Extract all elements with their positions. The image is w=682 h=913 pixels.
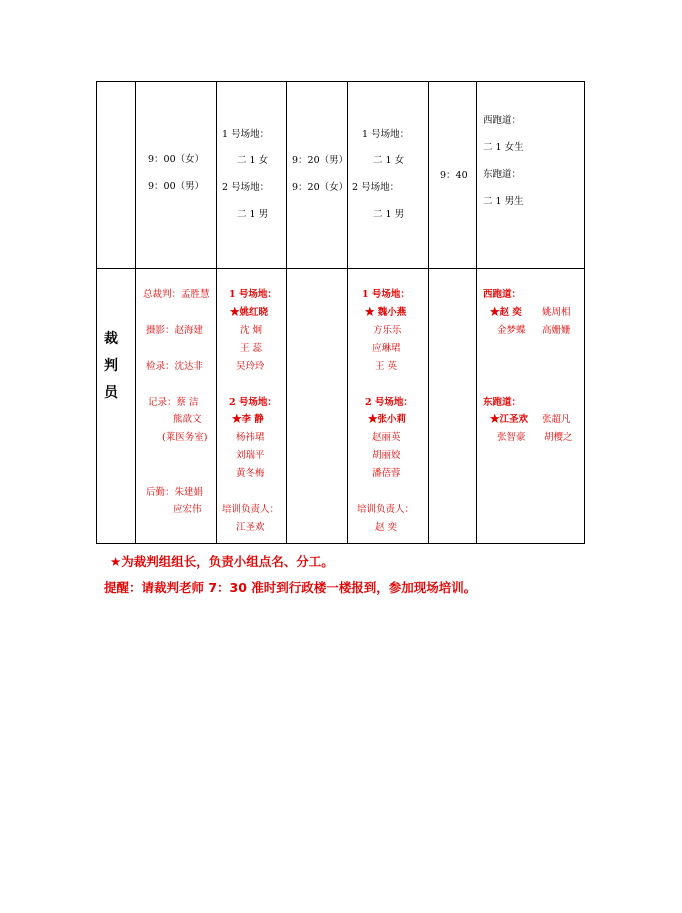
referee-name: 应琳珺: [372, 343, 401, 354]
staff-entry: 熊歆文: [173, 414, 202, 425]
trainer-label: 培训负责人：: [357, 504, 415, 515]
time-cell: 9：20（女）: [292, 182, 349, 193]
referee-name: 黄冬梅: [236, 468, 265, 479]
referee-name: 沈 炯: [240, 325, 263, 336]
row-header-char: 裁: [104, 331, 118, 347]
field-label: 2 号场地：: [229, 397, 277, 408]
staff-entry: 记录：蔡 洁: [148, 397, 199, 408]
event-cell: 二 1 女生: [483, 142, 524, 153]
event-cell: 二 1 男生: [483, 196, 524, 207]
trainer-label: 培训负责人：: [222, 504, 280, 515]
trainer-name: 江圣欢: [236, 522, 265, 533]
track-label: 东跑道：: [483, 169, 522, 180]
leader-note: ★为裁判组组长，负责小组点名、分工。: [110, 554, 334, 569]
group-leader: ★张小莉: [368, 414, 407, 425]
col-divider: [96, 81, 97, 544]
event-cell: 二 1 女: [237, 155, 269, 166]
col-divider: [135, 81, 136, 544]
staff-entry: 应宏伟: [173, 504, 202, 515]
staff-entry: 总裁判：孟胜慧: [143, 289, 210, 300]
table-border-top: [96, 81, 585, 82]
field-label: 2 号场地：: [352, 182, 400, 193]
table-border-bottom: [96, 543, 585, 544]
referee-name: 王 英: [375, 361, 398, 372]
referee-name: 吴玲玲: [236, 361, 265, 372]
event-cell: 二 1 男: [373, 209, 405, 220]
referee-name: 王 蕊: [240, 343, 263, 354]
referee-name: 金梦蝶: [497, 325, 526, 336]
table-border-right: [584, 81, 585, 544]
referee-name: 杨祎珺: [236, 432, 265, 443]
trainer-name: 赵 奕: [375, 522, 398, 533]
time-cell: 9：00（男）: [148, 181, 205, 192]
referee-name: 赵丽英: [372, 432, 401, 443]
col-divider: [216, 81, 217, 544]
col-divider: [428, 81, 429, 544]
reminder-note: 提醒：请裁判老师 7：30 准时到行政楼一楼报到，参加现场培训。: [104, 580, 477, 595]
group-leader: ★赵 奕: [490, 307, 522, 318]
time-cell: 9：20（男）: [292, 155, 349, 166]
track-label: 西跑道：: [483, 289, 522, 300]
group-leader: ★ 魏小燕: [365, 307, 407, 318]
referee-name: 方乐乐: [373, 325, 402, 336]
group-leader: ★姚红晓: [230, 307, 269, 318]
time-cell: 9：00（女）: [148, 154, 205, 165]
row-header-char: 判: [104, 358, 118, 374]
track-label: 东跑道：: [483, 397, 522, 408]
staff-entry: 摄影：赵海建: [146, 325, 204, 336]
staff-entry: (莱医务室): [162, 432, 208, 443]
col-divider: [286, 81, 287, 544]
col-divider: [347, 81, 348, 544]
field-label: 2 号场地：: [222, 182, 270, 193]
field-label: 2 号场地：: [365, 397, 413, 408]
staff-entry: 检录：沈达非: [146, 361, 204, 372]
referee-name: 胡樱之: [544, 432, 573, 443]
staff-entry: 后勤：朱建娟: [146, 487, 204, 498]
referee-name: 姚周相: [542, 307, 571, 318]
referee-name: 刘瑞平: [236, 450, 265, 461]
row-header-char: 员: [104, 385, 118, 401]
field-label: 1 号场地：: [229, 289, 277, 300]
referee-name: 张超凡: [542, 414, 571, 425]
referee-name: 高姗姗: [542, 325, 571, 336]
group-leader: ★李 静: [232, 414, 264, 425]
referee-name: 潘蓓蓉: [372, 468, 401, 479]
time-cell: 9：40: [440, 170, 468, 181]
col-divider: [476, 81, 477, 544]
field-label: 1 号场地：: [222, 129, 270, 140]
group-leader: ★江圣欢: [490, 414, 529, 425]
referee-name: 张智豪: [497, 432, 526, 443]
track-label: 西跑道：: [483, 115, 522, 126]
field-label: 1 号场地：: [362, 289, 410, 300]
field-label: 1 号场地：: [362, 129, 410, 140]
referee-name: 胡丽姣: [372, 450, 401, 461]
event-cell: 二 1 男: [237, 209, 269, 220]
event-cell: 二 1 女: [373, 155, 405, 166]
row-divider: [96, 268, 585, 269]
